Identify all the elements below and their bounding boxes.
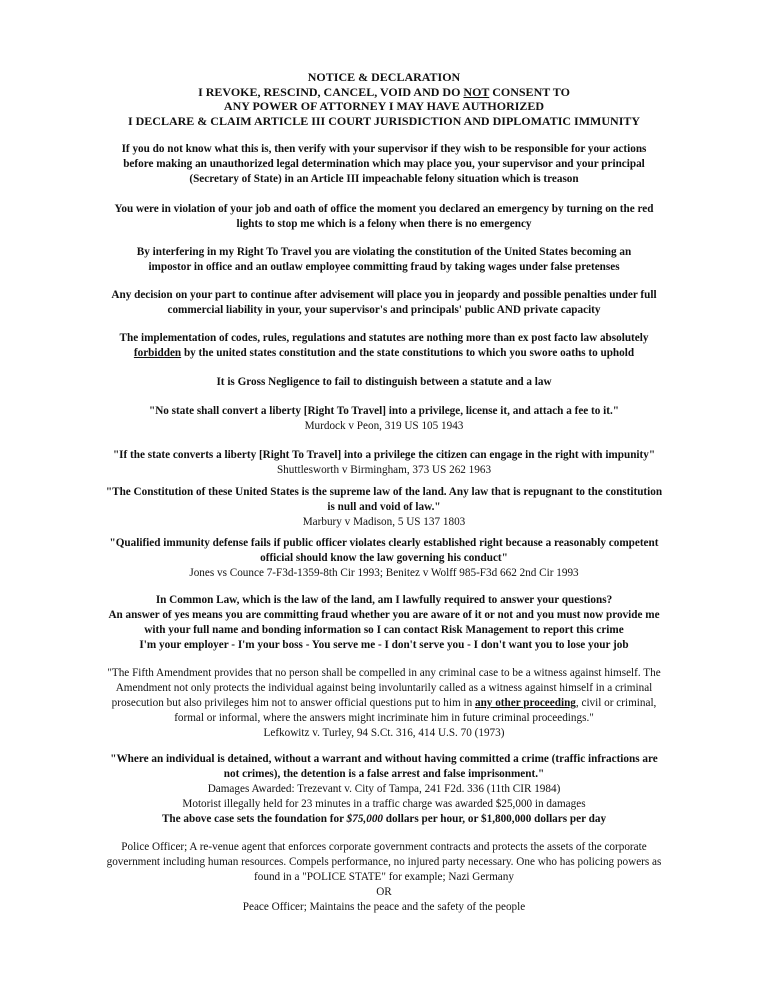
quote-text: is null and void of law." bbox=[327, 501, 441, 513]
quote-lefkowitz: "The Fifth Amendment provides that no person shall be compelled in any criminal case to be a witness against himself. The Amendment not only protects the individual against being involuntarily called as a witness against himself in a criminal prosecution but also privileges him not to answer official questions put to him in any other proceeding, civil or criminal, formal or informal, where the answers might incriminate him in future criminal proceedings." Lefkowitz v. Turley, 94 S.Ct. 316, 414 U.S. 70 (1973) bbox=[60, 666, 708, 741]
header-poa-line: ANY POWER OF ATTORNEY I MAY HAVE AUTHORIZED bbox=[223, 99, 545, 113]
quote-jones bbox=[60, 536, 708, 581]
header-not-underlined: NOT bbox=[463, 84, 490, 99]
quote-text: "No state shall convert a liberty [Right To Travel] into a privilege, license it, and attach a fee to it." bbox=[148, 405, 619, 417]
paragraph-common-law: In Common Law, which is the law of the land, am I lawfully required to answer your questions? An answer of yes means you are committing fraud whether you are aware of it or not and you must now provide me with your full name and bonding information so I can contact Risk Management to report this crime I'm your employer - I'm your boss - You serve me - I don't serve you - I don't want you to lose your job bbox=[108, 594, 660, 651]
header-title: NOTICE & DECLARATION bbox=[307, 70, 461, 84]
paragraph-verify: If you do not know what this is, then verify with your supervisor if they wish to be responsible for your actions before making an unauthorized legal determination which may place you, your supervisor and your principal (Secretary of State) in an Article III impeachable felony situation which is treason bbox=[121, 143, 647, 185]
quote-murdock bbox=[60, 404, 708, 434]
paragraph-negligence: It is Gross Negligence to fail to distinguish between a statute and a law bbox=[216, 376, 552, 388]
paragraph-jeopardy: Any decision on your part to continue after advisement will place you in jeopardy and possible penalties under full commercial liability in your, your supervisor's and principals' public AND private capacity bbox=[111, 289, 657, 316]
quote-marbury bbox=[60, 485, 708, 530]
notice-header bbox=[60, 70, 708, 128]
quote-citation: Murdock v Peon, 319 US 105 1943 bbox=[304, 420, 464, 432]
damages-line: The above case sets the foundation for $75,000 dollars per hour, or $1,800,000 dollars per day bbox=[161, 813, 607, 825]
paragraph-violation: You were in violation of your job and oath of office the moment you declared an emergency by turning on the red lights to stop me which is a felony when there is no emergency bbox=[114, 203, 654, 230]
amount-italic: $75,000 bbox=[346, 813, 383, 825]
forbidden-underlined: forbidden bbox=[133, 347, 182, 359]
quote-citation: Lefkowitz v. Turley, 94 S.Ct. 316, 414 U.S. 70 (1973) bbox=[263, 727, 505, 739]
quote-text: official should know the law governing his conduct" bbox=[260, 552, 508, 564]
paragraph-codes: The implementation of codes, rules, regulations and statutes are nothing more than ex post facto law absolutely forbidden by the united states constitution and the state constitutions to which you swore oaths to uphold bbox=[119, 332, 649, 359]
quote-citation: Jones vs Counce 7-F3d-1359-8th Cir 1993; Benitez v Wolff 985-F3d 662 2nd Cir 1993 bbox=[189, 567, 579, 579]
header-revoke-line: I REVOKE, RESCIND, CANCEL, VOID AND DO NOT CONSENT TO bbox=[198, 84, 570, 99]
quote-citation: Shuttlesworth v Birmingham, 373 US 262 1963 bbox=[276, 464, 492, 476]
paragraph-officer-definitions: Police Officer; A re-venue agent that enforces corporate government contracts and protects the assets of the corporate government including human resources. Compels performance, no injured party necessary. One who has policing powers as found in a "POLICE STATE" for example; Nazi Germany OR Peace Officer; Maintains the peace and the safety of the people bbox=[60, 840, 708, 915]
paragraph-right-to-travel: By interfering in my Right To Travel you are violating the constitution of the United States becoming an impostor in office and an outlaw employee committing fraud by taking wages under false pretenses bbox=[136, 246, 632, 273]
quote-text: "If the state converts a liberty [Right To Travel] into a privilege the citizen can engage in the right with impunity" bbox=[112, 449, 656, 461]
quote-shuttlesworth bbox=[60, 448, 708, 478]
header-declare-line: I DECLARE & CLAIM ARTICLE III COURT JURISDICTION AND DIPLOMATIC IMMUNITY bbox=[127, 113, 641, 128]
quote-text: "The Constitution of these United States is the supreme law of the land. Any law that is repugnant to the constitution bbox=[105, 486, 663, 498]
or-separator: OR bbox=[376, 886, 392, 898]
quote-trezevant: "Where an individual is detained, without a warrant and without having committed a crime (traffic infractions are not crimes), the detention is a false arrest and false imprisonment." Damages Awarded: Trezevant v. City of Tampa, 241 F2d. 336 (11th CIR 1984) Motorist illegally held for 23 minutes in a traffic charge was awarded $25,000 in damages The above case sets the foundation for $75,000 dollars per hour, or $1,800,000 dollars per day bbox=[60, 752, 708, 827]
quote-text: "Qualified immunity defense fails if public officer violates clearly established right because a reasonably competent bbox=[109, 537, 659, 549]
quote-citation: Marbury v Madison, 5 US 137 1803 bbox=[302, 516, 466, 528]
any-other-proceeding-underlined: any other proceeding bbox=[474, 697, 576, 709]
